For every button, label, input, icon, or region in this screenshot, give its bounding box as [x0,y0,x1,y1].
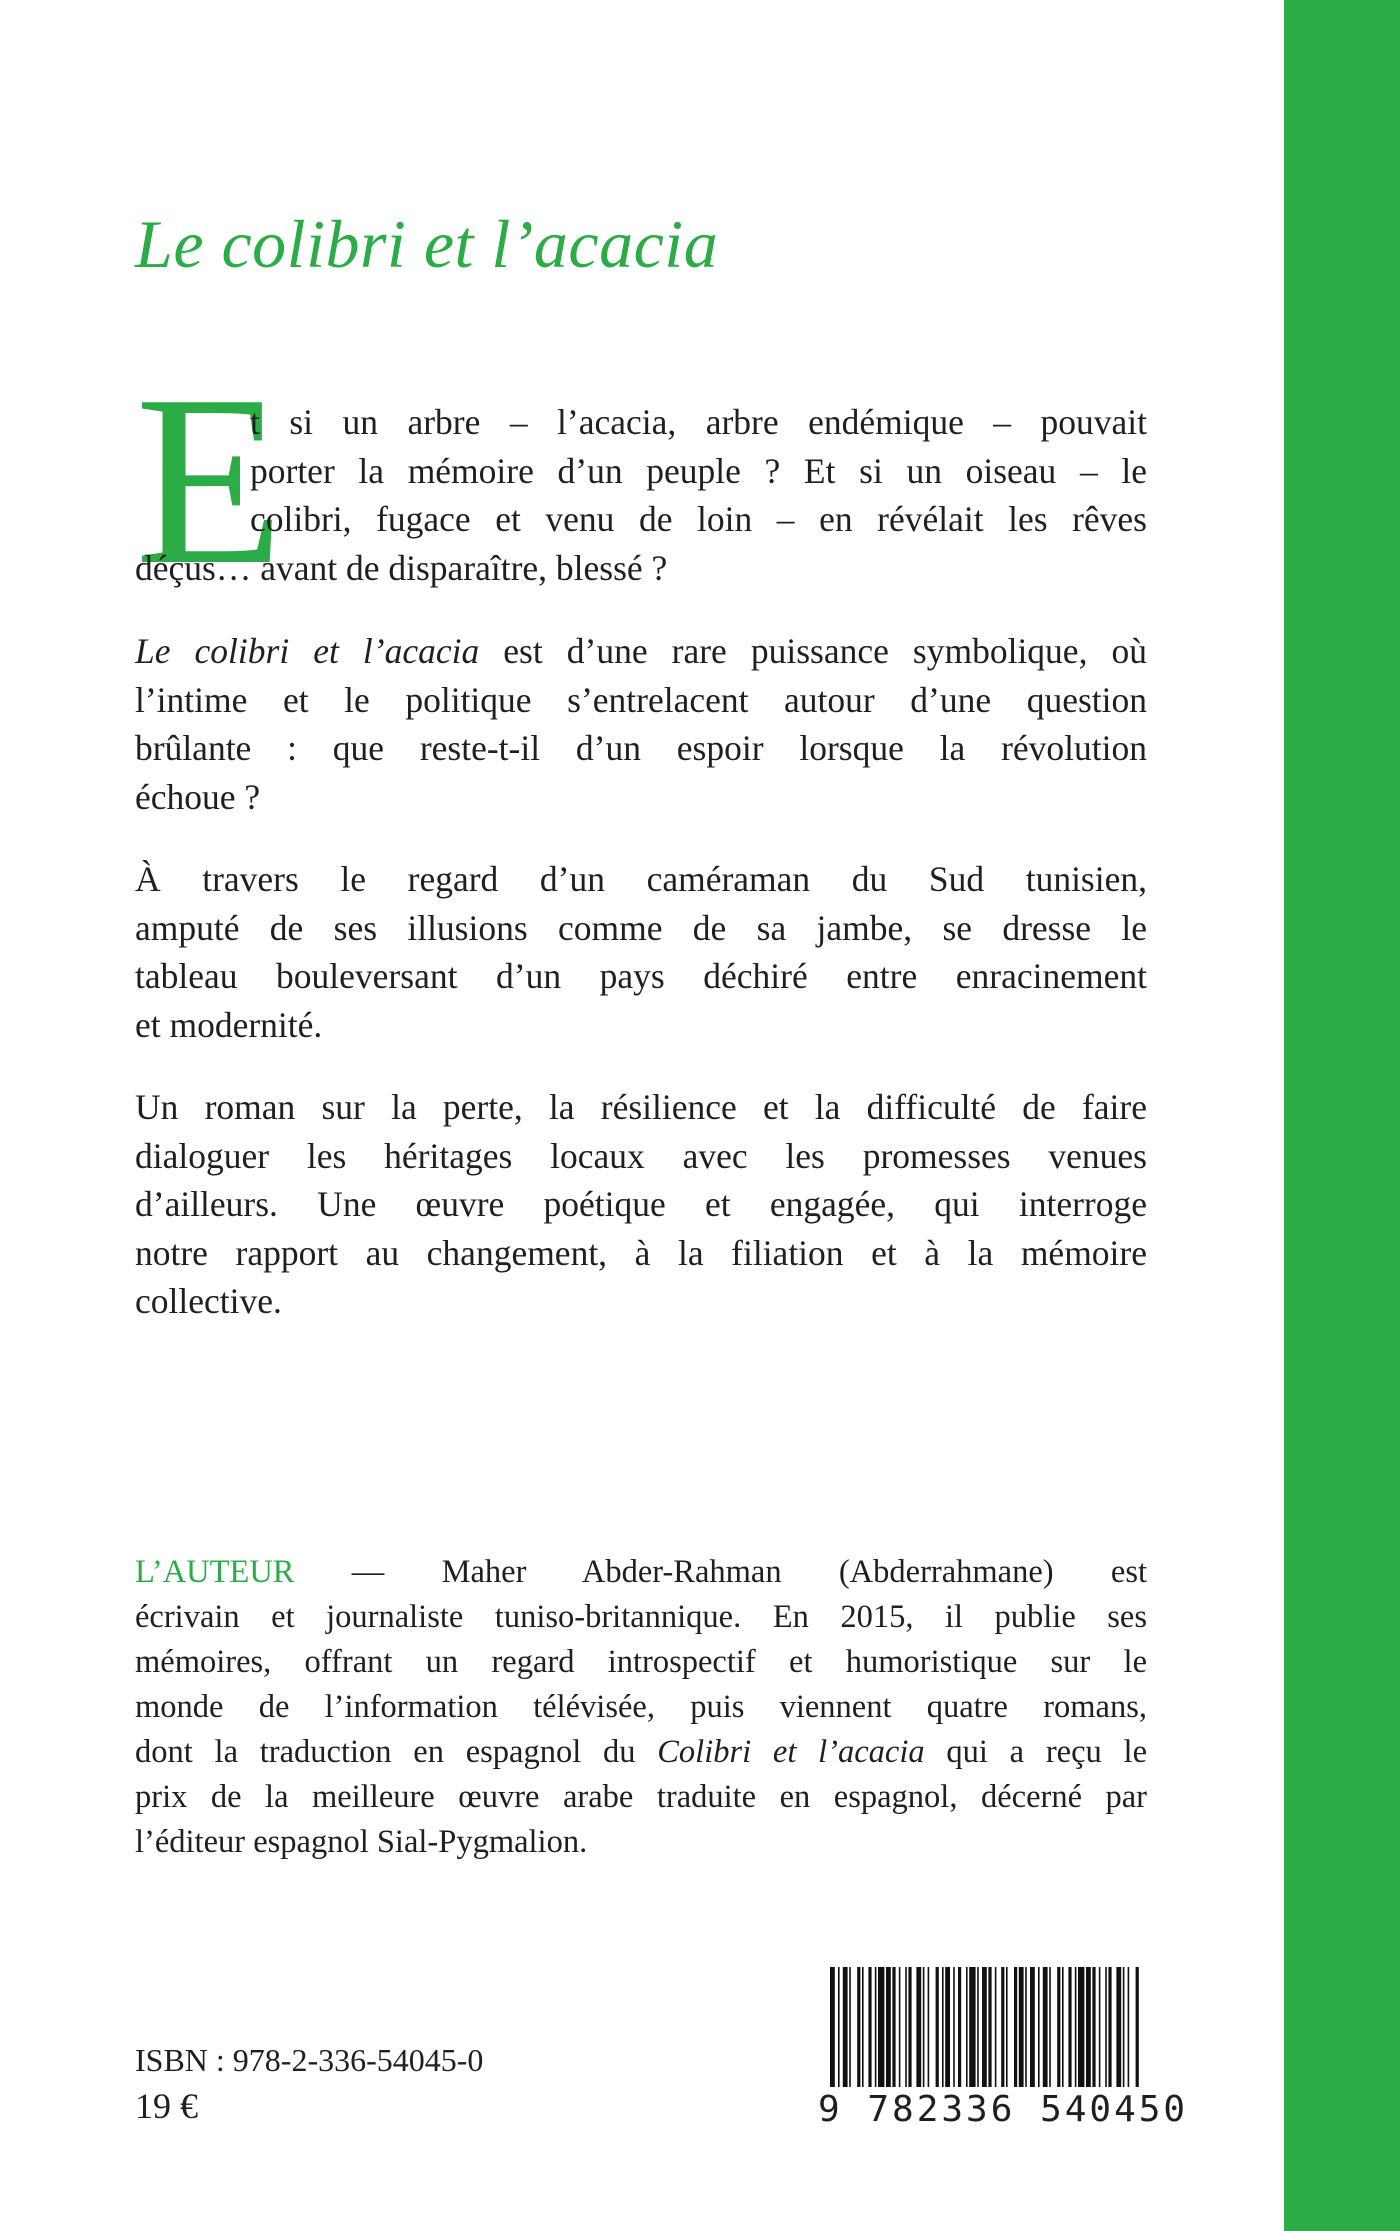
barcode-number: 9 782336 540450 [818,2089,1189,2130]
barcode-bar [958,1967,961,2087]
barcode-bar [1038,1967,1040,2087]
intro-line-3: colibri, fugace et venu de loin – en révélait les rêves [250,499,1147,539]
barcode-bar [1001,1967,1004,2087]
intro-line-1: t si un arbre – l’acacia, arbre endémique – pouvait [250,402,1147,442]
novel-line-3: d’ailleurs. Une œuvre poétique et engagée, qui interroge [135,1184,1147,1224]
author-line-1-rest: — Maher Abder-Rahman (Abderrahmane) est [294,1554,1147,1590]
barcode-bar [905,1967,907,2087]
barcode-bar [838,1967,840,2087]
author-line-5-title: Colibri et l’acacia [657,1734,925,1770]
barcode-bar [966,1967,968,2087]
symbolism-line-4: échoue ? [135,776,261,817]
novel-line-2: dialoguer les héritages locaux avec les promesses venues [135,1135,1147,1176]
barcode-bar [908,1967,911,2087]
barcode-bar [988,1967,991,2087]
barcode-bar [875,1967,877,2087]
author-bio [135,1550,1147,1865]
barcode-bar [1099,1967,1101,2087]
novel-paragraph [135,1083,1147,1326]
author-line-5-pre: dont la traduction en espagnol du [135,1734,658,1770]
author-line-7: l’éditeur espagnol Sial-Pygmalion. [135,1824,588,1860]
story-line-2: amputé de ses illusions comme de sa jambe, se dresse le [135,907,1147,948]
barcode-bar [923,1967,925,2087]
author-line-3: mémoires, offrant un regard introspectif et humoristique sur le [135,1644,1147,1680]
barcode-bar [1078,1967,1084,2087]
symbolism-line-1 [135,627,1147,676]
barcode-bar [995,1967,997,2087]
barcode-bar [953,1967,955,2087]
barcode-bar [899,1967,901,2087]
barcode-bar [1030,1967,1035,2087]
barcode-bar [977,1967,979,2087]
barcode-bar [982,1967,987,2087]
author-line-5 [135,1730,1147,1775]
barcode-bar [945,1967,950,2087]
author-line-6: prix de la meilleure œuvre arabe traduite en espagnol, décerné par [135,1779,1147,1815]
isbn-text: ISBN : 978-2-336-54045-0 [135,2042,484,2078]
barcode-bar [1116,1967,1121,2087]
symbolism-line-3: brûlante : que reste-t-il d’un espoir lorsque la révolution [135,728,1147,768]
barcode-bar [1128,1967,1130,2087]
author-line-4: monde de l’information télévisée, puis viennent quatre romans, [135,1689,1147,1725]
story-line-1: À travers le regard d’un caméraman du Sud tunisien, [135,859,1147,899]
barcode-bar [1136,1967,1139,2087]
barcode-bar [969,1967,975,2087]
barcode-bar [878,1967,884,2087]
barcode-bar [936,1967,939,2087]
author-line-1 [135,1550,1147,1595]
barcode-bar [1057,1967,1060,2087]
intro-line-2: porter la mémoire d’un peuple ? Et si un oiseau – le [250,450,1147,491]
barcode-bar [1006,1967,1008,2087]
novel-line-4: notre rapport au changement, à la filiation et à la mémoire [135,1232,1147,1273]
novel-line-5: collective. [135,1281,282,1321]
barcode-bar [1049,1967,1051,2087]
barcode-bar [1105,1967,1107,2087]
barcode-bar [1062,1967,1064,2087]
barcode-bar [892,1967,895,2087]
intro-paragraph-end [135,544,1147,593]
drop-cap-letter: E [135,345,285,615]
barcode-bar [1014,1967,1017,2087]
book-title: Le colibri et l’acacia [135,206,719,282]
barcode-bar [1068,1967,1071,2087]
symbolism-line-2: l’intime et le politique s’entrelacent autour d’une question [135,679,1147,720]
barcode-bar [1086,1967,1091,2087]
story-paragraph [135,855,1147,1049]
barcode-bar [1123,1967,1125,2087]
intro-line-4: déçus… avant de disparaître, blessé ? [135,547,668,588]
barcode-bar [830,1967,835,2087]
barcode-bar [1019,1967,1024,2087]
intro-paragraph [250,398,1147,544]
barcode-bar [1108,1967,1111,2087]
barcode-bar [843,1967,848,2087]
barcode-bar [862,1967,864,2087]
green-spine-band [1284,0,1400,2231]
author-line-2: écrivain et journaliste tuniso-britannique. En 2015, il publie ses [135,1599,1147,1635]
story-line-3: tableau bouleversant d’un pays déchiré entre enracinement [135,956,1147,996]
barcode-bar [886,1967,891,2087]
barcode-bar [1043,1967,1048,2087]
barcode-bar [916,1967,921,2087]
price-text: 19 € [135,2086,198,2126]
story-line-4: et modernité. [135,1004,323,1045]
inline-book-title: Le colibri et l’acacia [135,631,480,671]
barcode-bar [1025,1967,1027,2087]
author-line-5-post: qui a reçu le [924,1734,1147,1770]
barcode-bar [928,1967,930,2087]
barcode-bar [1092,1967,1095,2087]
barcode-bar [857,1967,860,2087]
barcode-bar [942,1967,944,2087]
symbolism-line-1-rest: est d’une rare puissance symbolique, où [479,631,1147,671]
barcode-bar [1075,1967,1077,2087]
novel-line-1: Un roman sur la perte, la résilience et la difficulté de faire [135,1087,1147,1127]
barcode-bar [868,1967,871,2087]
symbolism-paragraph [135,627,1147,821]
barcode-bar [849,1967,851,2087]
author-label: L’AUTEUR [135,1554,295,1590]
